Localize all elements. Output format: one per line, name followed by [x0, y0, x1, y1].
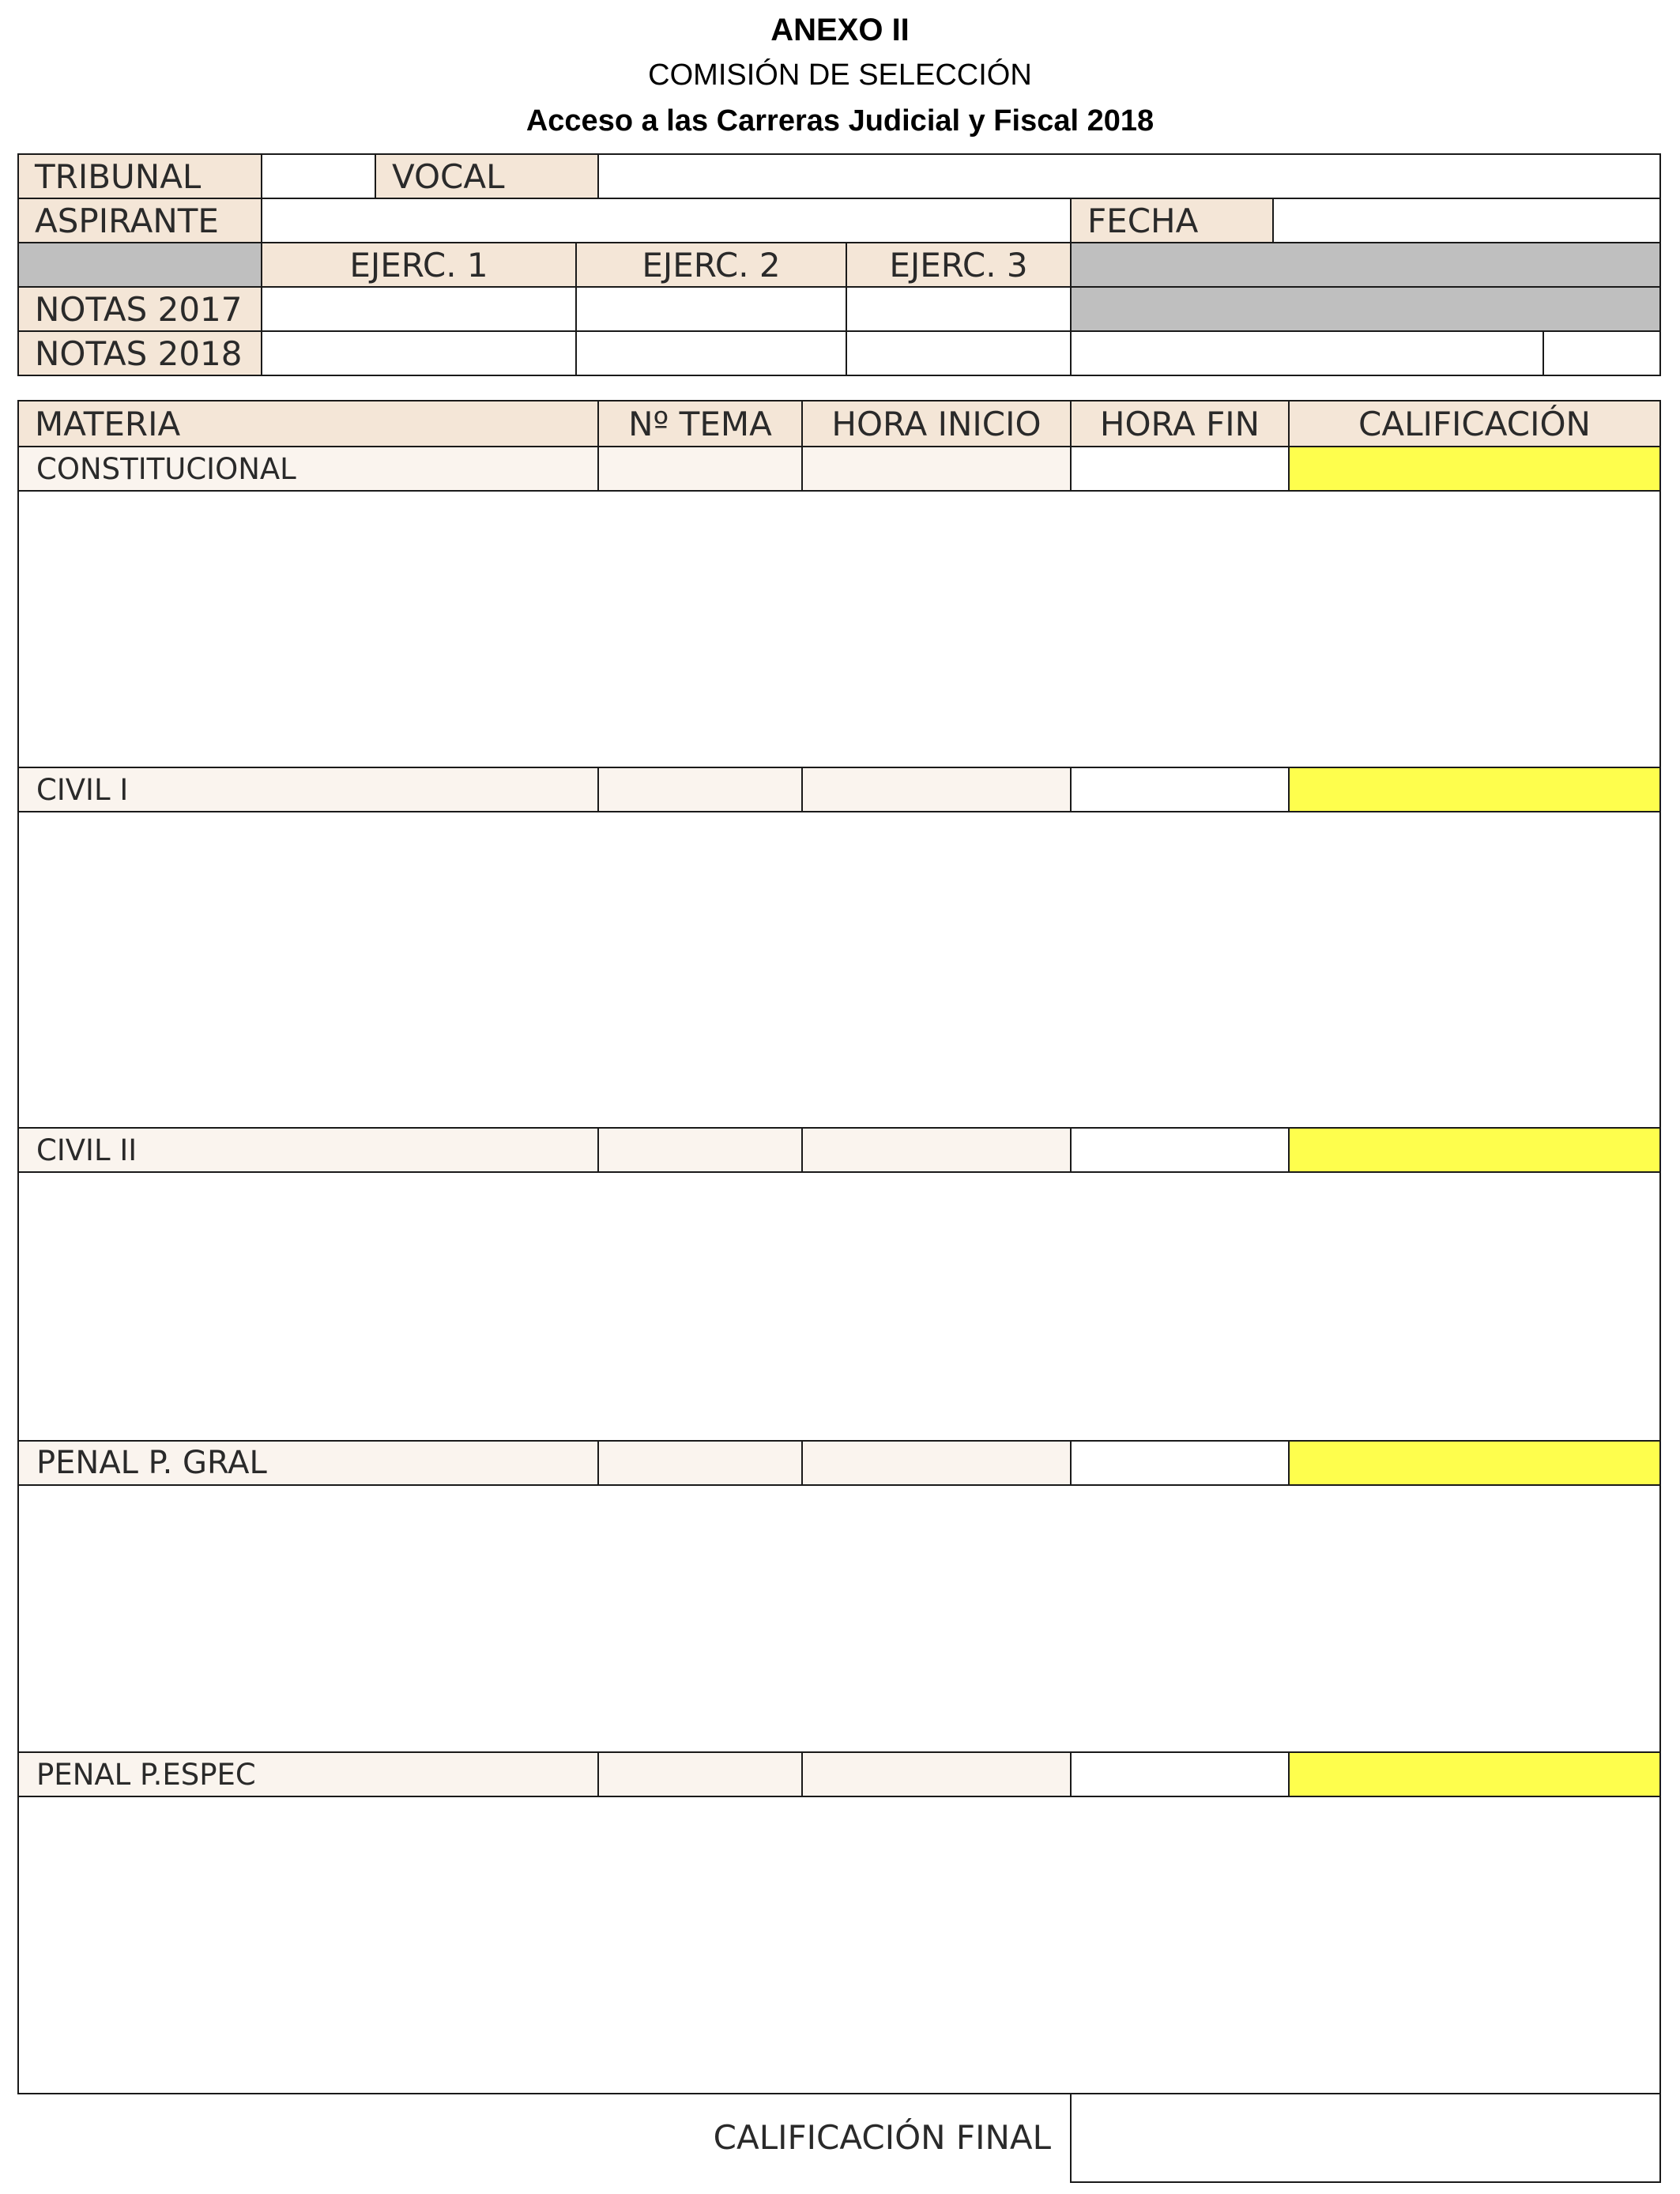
tema-field-penal-p-gral[interactable] [597, 1440, 803, 1486]
materia-header: MATERIA [17, 400, 599, 447]
ejerc3-header: EJERC. 3 [846, 242, 1072, 288]
aspirante-label: ASPIRANTE [17, 198, 262, 243]
tema-field-penal-p-espec[interactable] [597, 1751, 803, 1797]
grade-field-penal-p-espec[interactable] [1288, 1751, 1661, 1797]
tema-field-constitucional[interactable] [597, 446, 803, 492]
hora-inicio-field-civil-ii[interactable] [801, 1127, 1072, 1173]
notas-2017-label: NOTAS 2017 [17, 286, 262, 332]
subject-constitucional: CONSTITUCIONAL [17, 446, 599, 492]
hora-fin-field-civil-ii[interactable] [1070, 1127, 1290, 1173]
notas-2018-ejerc1-field[interactable] [261, 330, 577, 376]
fecha-field[interactable] [1272, 198, 1661, 243]
hora-fin-field-constitucional[interactable] [1070, 446, 1290, 492]
notas-2017-ejerc1-field[interactable] [261, 286, 577, 332]
notas-2017-ejerc2-field[interactable] [575, 286, 847, 332]
final-grade-field[interactable] [1070, 2093, 1661, 2183]
subject-civil-i: CIVIL I [17, 767, 599, 812]
hora-inicio-field-constitucional[interactable] [801, 446, 1072, 492]
commission-subtitle: COMISIÓN DE SELECCIÓN [648, 58, 1032, 92]
notes-area-civil-i[interactable] [17, 811, 1661, 1129]
tribunal-field[interactable] [261, 153, 376, 199]
grade-field-civil-i[interactable] [1288, 767, 1661, 812]
notas-2018-label: NOTAS 2018 [17, 330, 262, 376]
grade-field-penal-p-gral[interactable] [1288, 1440, 1661, 1486]
corner-gray-cell [17, 242, 262, 288]
notes-area-civil-ii[interactable] [17, 1171, 1661, 1442]
fecha-label: FECHA [1070, 198, 1274, 243]
gray-block-bottom [1070, 286, 1661, 332]
grade-field-civil-ii[interactable] [1288, 1127, 1661, 1173]
notes-area-penal-p-espec[interactable] [17, 1796, 1661, 2094]
hora-fin-field-civil-i[interactable] [1070, 767, 1290, 812]
hora-fin-header: HORA FIN [1070, 400, 1290, 447]
final-grade-label: CALIFICACIÓN FINAL [713, 2118, 1051, 2157]
document-title: Acceso a las Carreras Judicial y Fiscal 2018 [525, 104, 1155, 138]
ejerc1-header: EJERC. 1 [261, 242, 577, 288]
hora-inicio-header: HORA INICIO [801, 400, 1072, 447]
notas-2018-ejerc3-field[interactable] [846, 330, 1072, 376]
gray-block-top [1070, 242, 1661, 288]
hora-inicio-field-penal-p-espec[interactable] [801, 1751, 1072, 1797]
hora-fin-field-penal-p-gral[interactable] [1070, 1440, 1290, 1486]
tema-field-civil-ii[interactable] [597, 1127, 803, 1173]
notas-2018-extra-field[interactable] [1070, 330, 1544, 376]
ejerc2-header: EJERC. 2 [575, 242, 847, 288]
vocal-field[interactable] [597, 153, 1661, 199]
tribunal-label: TRIBUNAL [17, 153, 262, 199]
tema-header: Nº TEMA [597, 400, 803, 447]
notes-area-constitucional[interactable] [17, 490, 1661, 768]
calificacion-header: CALIFICACIÓN [1288, 400, 1661, 447]
annex-title: ANEXO II [770, 13, 910, 47]
grade-field-constitucional[interactable] [1288, 446, 1661, 492]
notas-2018-ejerc2-field[interactable] [575, 330, 847, 376]
hora-inicio-field-penal-p-gral[interactable] [801, 1440, 1072, 1486]
aspirante-field[interactable] [261, 198, 1072, 243]
subject-civil-ii: CIVIL II [17, 1127, 599, 1173]
notas-2018-total-field[interactable] [1543, 330, 1661, 376]
tema-field-civil-i[interactable] [597, 767, 803, 812]
hora-fin-field-penal-p-espec[interactable] [1070, 1751, 1290, 1797]
vocal-label: VOCAL [375, 153, 599, 199]
subject-penal-p-espec: PENAL P.ESPEC [17, 1751, 599, 1797]
notas-2017-ejerc3-field[interactable] [846, 286, 1072, 332]
notes-area-penal-p-gral[interactable] [17, 1484, 1661, 1753]
subject-penal-p-gral: PENAL P. GRAL [17, 1440, 599, 1486]
hora-inicio-field-civil-i[interactable] [801, 767, 1072, 812]
